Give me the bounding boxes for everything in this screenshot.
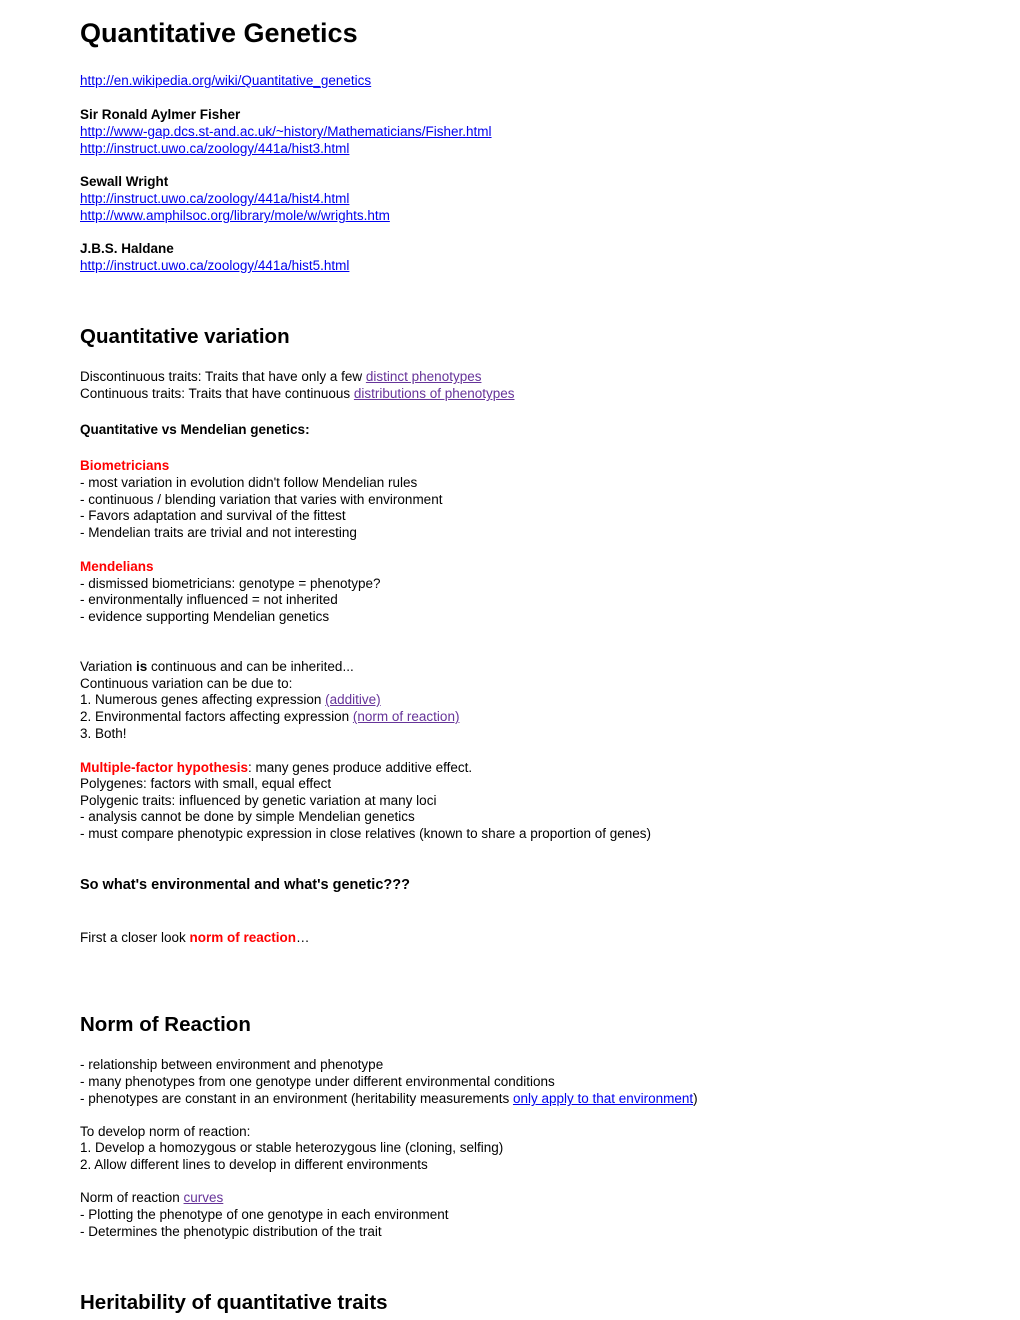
biometricians-item: - continuous / blending variation that varies with environment	[80, 492, 443, 507]
wright-link-1[interactable]: http://instruct.uwo.ca/zoology/441a/hist4.html	[80, 191, 350, 206]
mendelians-item: - environmentally influenced = not inherited	[80, 592, 338, 607]
curves-item: - Plotting the phenotype of one genotype in each environment	[80, 1207, 449, 1222]
norm-of-reaction-link[interactable]: (norm of reaction)	[352, 709, 460, 724]
curves-link[interactable]: curves	[183, 1190, 224, 1205]
environmental-vs-genetic-question: So what's environmental and what's genetic???	[80, 877, 410, 893]
variation-statement: Variation is continuous and can be inherited...	[80, 659, 354, 674]
only-apply-link[interactable]: only apply to that environment	[512, 1091, 694, 1106]
quantitative-vs-mendelian-heading: Quantitative vs Mendelian genetics:	[80, 422, 310, 437]
mfh-item: - must compare phenotypic expression in close relatives (known to share a proportion of genes)	[80, 826, 652, 841]
biometricians-item: - Favors adaptation and survival of the fittest	[80, 508, 346, 523]
biometricians-item: - Mendelian traits are trivial and not interesting	[80, 525, 357, 540]
nr-item: - many phenotypes from one genotype under different environmental conditions	[80, 1074, 555, 1089]
discontinuous-traits-line: Discontinuous traits: Traits that have only a few distinct phenotypes	[80, 369, 482, 384]
develop-item: 2. Allow different lines to develop in different environments	[80, 1157, 428, 1172]
develop-heading: To develop norm of reaction:	[80, 1124, 251, 1139]
develop-item: 1. Develop a homozygous or stable heterozygous line (cloning, selfing)	[80, 1140, 504, 1155]
distributions-of-phenotypes-link[interactable]: distributions of phenotypes	[353, 386, 515, 401]
page-title: Quantitative Genetics	[80, 18, 358, 48]
continuous-traits-line: Continuous traits: Traits that have continuous distributions of phenotypes	[80, 386, 515, 401]
nr-item: - relationship between environment and phenotype	[80, 1057, 384, 1072]
fisher-link-2[interactable]: http://instruct.uwo.ca/zoology/441a/hist3.html	[80, 141, 350, 156]
distinct-phenotypes-link[interactable]: distinct phenotypes	[365, 369, 482, 384]
continuous-variation-due: Continuous variation can be due to:	[80, 676, 293, 691]
fisher-link-1[interactable]: http://www-gap.dcs.st-and.ac.uk/~history/Mathematicians/Fisher.html	[80, 124, 492, 139]
nr-item: - phenotypes are constant in an environment (heritability measurements only apply to that environment)	[80, 1091, 698, 1106]
curves-line: Norm of reaction curves	[80, 1190, 224, 1205]
closer-look-line: First a closer look norm of reaction…	[80, 930, 310, 945]
multiple-factor-hypothesis: Multiple-factor hypothesis: many genes produce additive effect.	[80, 760, 473, 775]
mendelians-item: - dismissed biometricians: genotype = phenotype?	[80, 576, 381, 591]
cause-2: 2. Environmental factors affecting expression (norm of reaction)	[80, 709, 460, 724]
additive-link[interactable]: (additive)	[325, 692, 381, 707]
wikipedia-link[interactable]: http://en.wikipedia.org/wiki/Quantitative_genetics	[80, 73, 372, 88]
mendelians-item: - evidence supporting Mendelian genetics	[80, 609, 330, 624]
cause-3: 3. Both!	[80, 726, 127, 741]
haldane-name: J.B.S. Haldane	[80, 241, 174, 256]
mfh-item: Polygenes: factors with small, equal effect	[80, 776, 332, 791]
curves-item: - Determines the phenotypic distribution of the trait	[80, 1224, 382, 1239]
cause-1: 1. Numerous genes affecting expression (additive)	[80, 692, 381, 707]
haldane-link-1[interactable]: http://instruct.uwo.ca/zoology/441a/hist5.html	[80, 258, 350, 273]
biometricians-label: Biometricians	[80, 458, 170, 473]
wright-name: Sewall Wright	[80, 174, 169, 189]
mfh-item: Polygenic traits: influenced by genetic variation at many loci	[80, 793, 437, 808]
norm-of-reaction-heading: Norm of Reaction	[80, 1013, 251, 1036]
mendelians-label: Mendelians	[80, 559, 154, 574]
wright-link-2[interactable]: http://www.amphilsoc.org/library/mole/w/wrights.htm	[80, 208, 390, 223]
heritability-heading: Heritability of quantitative traits	[80, 1291, 388, 1314]
quantitative-variation-heading: Quantitative variation	[80, 325, 290, 348]
fisher-name: Sir Ronald Aylmer Fisher	[80, 107, 241, 122]
mfh-item: - analysis cannot be done by simple Mendelian genetics	[80, 809, 415, 824]
biometricians-item: - most variation in evolution didn't follow Mendelian rules	[80, 475, 418, 490]
